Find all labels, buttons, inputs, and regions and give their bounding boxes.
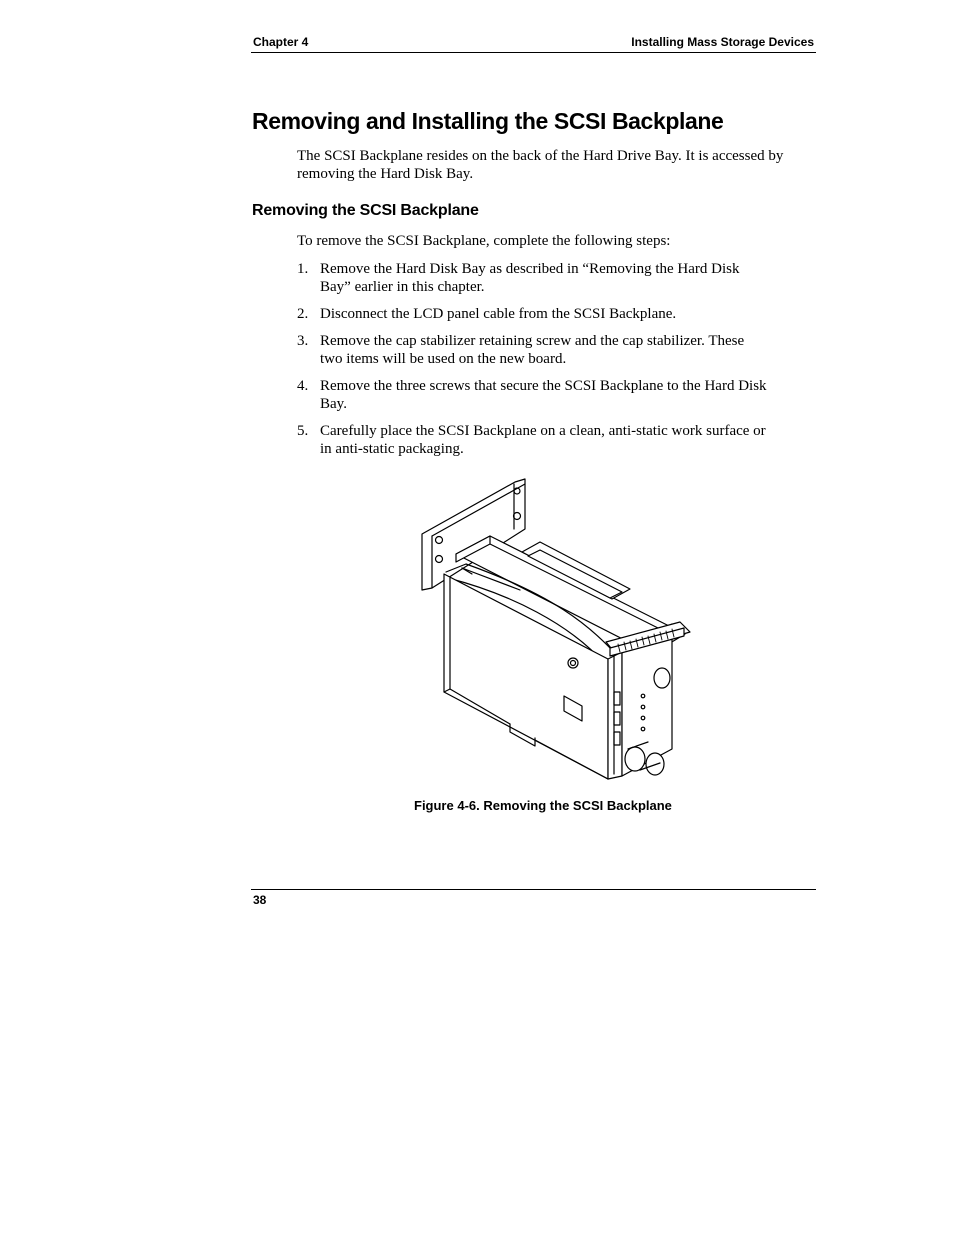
step-text-line: in anti-static packaging. — [320, 441, 464, 457]
step-number: 3. — [297, 333, 309, 349]
header-chapter: Chapter 4 — [253, 35, 309, 49]
step-text-line: Remove the Hard Disk Bay as described in “Removing the Hard Disk — [320, 261, 740, 277]
step-number: 5. — [297, 423, 309, 439]
step-text-line: Remove the cap stabilizer retaining screw and the cap stabilizer. These — [320, 333, 745, 349]
step-number: 1. — [297, 261, 309, 277]
header-section: Installing Mass Storage Devices — [631, 35, 814, 49]
page-title: Removing and Installing the SCSI Backplane — [252, 108, 724, 134]
steps-intro: To remove the SCSI Backplane, complete the following steps: — [297, 233, 671, 249]
step-text-line: two items will be used on the new board. — [320, 351, 567, 367]
page-number: 38 — [253, 893, 267, 907]
step-text-line: Disconnect the LCD panel cable from the SCSI Backplane. — [320, 306, 677, 322]
step-text-line: Remove the three screws that secure the SCSI Backplane to the Hard Disk — [320, 378, 767, 394]
step-number: 2. — [297, 306, 309, 322]
intro-line-2: removing the Hard Disk Bay. — [297, 166, 474, 182]
footer-rule — [251, 889, 816, 890]
figure-caption: Figure 4-6. Removing the SCSI Backplane — [414, 798, 672, 813]
step-number: 4. — [297, 378, 309, 394]
section-heading: Removing the SCSI Backplane — [252, 202, 479, 219]
step-text-line: Bay. — [320, 396, 347, 412]
running-header — [251, 34, 816, 53]
intro-line-1: The SCSI Backplane resides on the back of the Hard Drive Bay. It is accessed by — [297, 148, 784, 164]
step-text-line: Bay” earlier in this chapter. — [320, 279, 485, 295]
step-text-line: Carefully place the SCSI Backplane on a clean, anti-static work surface or — [320, 423, 766, 439]
scsi-backplane-illustration — [410, 474, 700, 786]
